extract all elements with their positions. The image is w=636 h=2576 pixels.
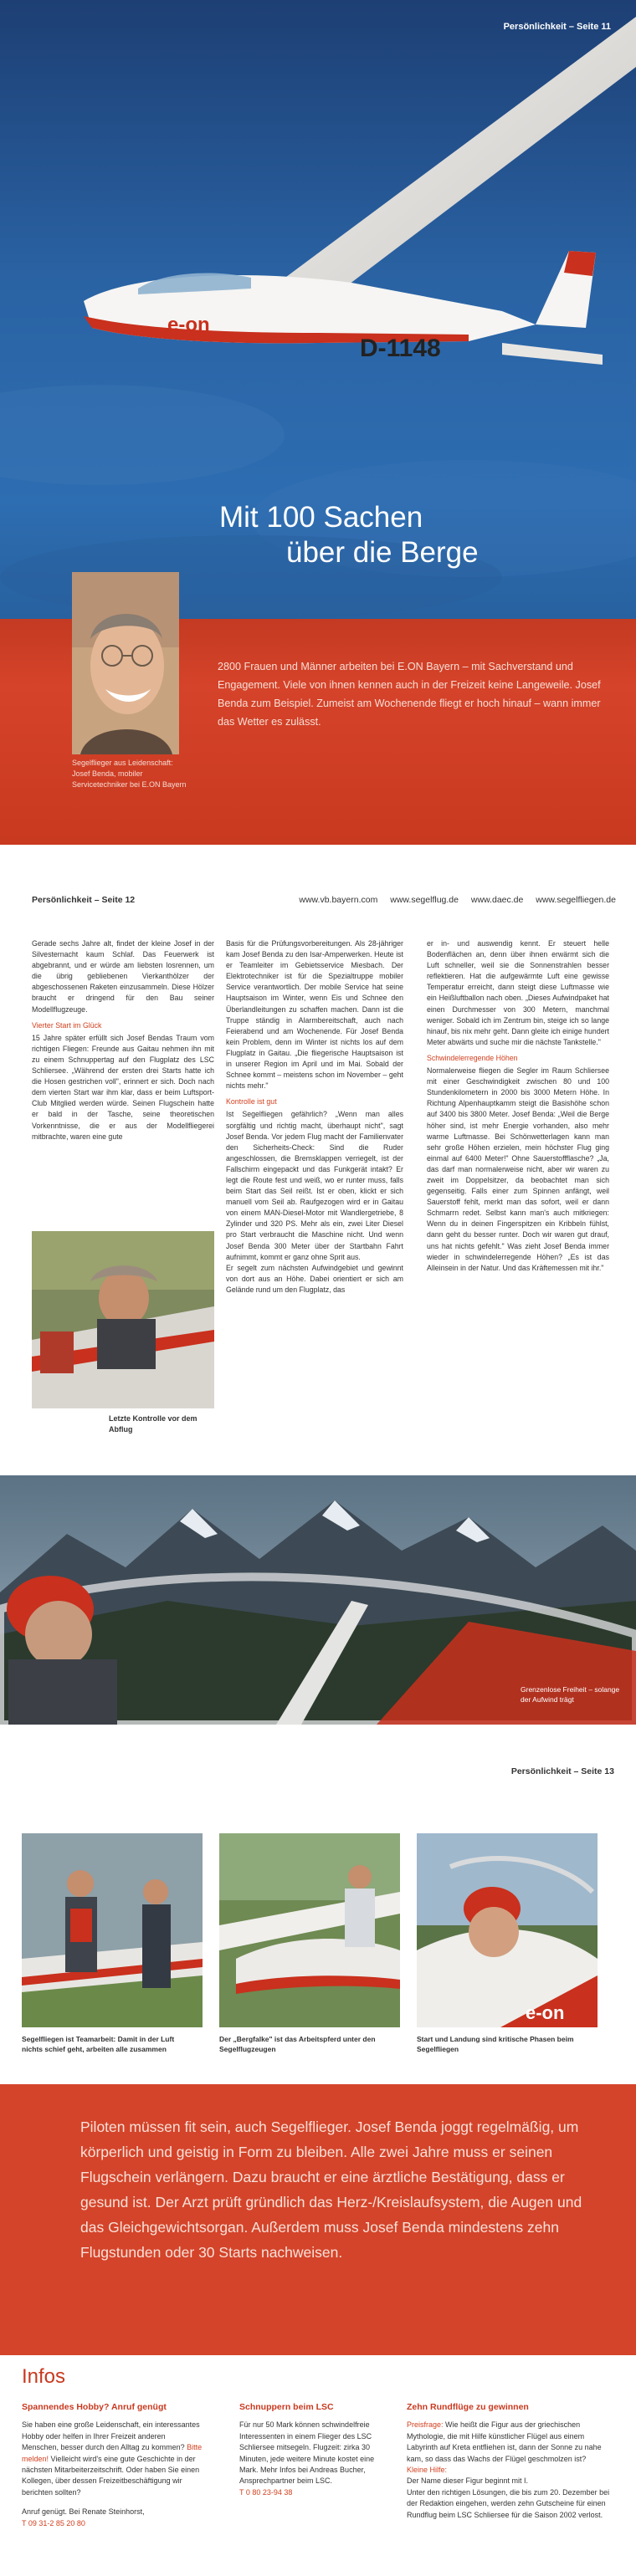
link-daec[interactable]: www.daec.de [470,895,524,905]
text: Vielleicht wird's eine gute Geschichte in der nächsten Mitarbeiterzeitschrift. Oder haben Sie einen Kollegen, über dessen Freizeitbeschäftigung wir berichten sollten? [22,2454,200,2497]
phone-number: T 09 31-2 85 20 80 [22,2518,85,2527]
info-heading: Schnuppern beim LSC [239,2402,334,2412]
info-contest [407,2402,616,2521]
plane-brand-logo: e-on [526,2002,565,2023]
intro-paragraph: 2800 Frauen und Männer arbeiten bei E.ON Bayern – mit Sachverstand und Engagement. Viele von ihnen kennen auch in der Freizeit keine Langeweile. Josef Benda zum Beispiel. Zumeist am Wochenende fliegt er hoch hinauf – wann immer das Wetter es zulässt. [218,661,601,728]
photo-caption: Letzte Kontrolle vor dem Abflug [109,1414,197,1434]
article-column-1 [32,938,214,1142]
plane-brand-logo: e-on [167,314,210,336]
infos-title: Infos [22,2365,66,2388]
info-hobby [22,2402,203,2529]
fitness-quote: Piloten müssen fit sein, auch Segelflieger. Josef Benda joggt regelmäßig, um körperlich und geistig in Form zu bleiben. Alle zwei Jahre muss er seinen Flugschein verlängern. Dazu braucht er eine ärztliche Bestätigung, dass er gesund ist. Der Arzt prüft gründlich das Herz-/Kreislaufsystem, die Augen und das Gleichgewichtsorgan. Außerdem muss Josef Benda mindestens zehn Flugstunden oder 30 Starts nachweisen. [80,2119,582,2261]
contest-closing: Unter den richtigen Lösungen, die bis zum 20. Dezember bei der Redaktion eingehen, werden zehn Gutscheine für einen Rundflug beim LSC Schliersee für die Saison 2002 verlost. [407,2487,610,2519]
link-segelfliegen[interactable]: www.segelfliegen.de [536,895,616,905]
info-text [22,2420,203,2498]
website-links [290,895,616,905]
teamwork-photo [22,1833,203,2027]
link-segelflug[interactable]: www.segelflug.de [390,895,459,905]
title-line-2: über die Berge [286,536,479,569]
article-column-2 [226,938,403,1296]
info-heading: Zehn Rundflüge zu gewinnen [407,2402,529,2412]
paragraph: Basis für die Prüfungsvorbereitungen. Als 28-jähriger kam Josef Benda zu den Isar-Amperwerken. Heute ist er Teamleiter im Gebietsservice Miesbach. Der Elektrotechniker ist für die Spezialtruppe mobiler Service verantwortlich. Der mobile Service hat seine Hauptsaison im Winter, wenn Eis und Schnee den Überlandleitungen zu schaffen machen. Dann ist die Truppe ständig in Alarmbereitschaft, auch nach Feierabend und am Wochenende. Für Josef Benda kein Problem, denn im Winter ist nichts los auf dem Flugplatz in Gaitau. „Die fliegerische Hauptsaison ist in unserer Region im April und im Mai. Sobald der Schnee kommt – meistens schon im November – geht nichts mehr." [226,939,403,1091]
paragraph: Er segelt zum nächsten Aufwindgebiet und gewinnt von dort aus an Höhe. Dabei orientiert er sich am Gelände rund um den Flugplatz, das [226,1263,403,1294]
label: Preisfrage: [407,2420,444,2430]
hint-label: Kleine Hilfe: [407,2466,448,2475]
page-header: Persönlichkeit – Seite 12 [32,895,136,905]
text: Sie haben eine große Leidenschaft, ein interessantes Hobby oder helfen in Ihrer Freizeit anderen Menschen, besser durch den Alltag zu kommen? [22,2420,200,2452]
info-text: Für nur 50 Mark können schwindelfreie Interessenten in einem Flieger des LSC Schliersee mitsegeln. Flugzeit: zirka 30 Minuten, jede weitere Minute kostet eine Mark. Mehr Infos bei Andreas Bucher, Ansprechpartner beim LSC. [239,2420,375,2486]
page-11 [0,0,636,845]
link-vb-bayern[interactable]: www.vb.bayern.com [299,895,378,905]
contact-line: Anruf genügt. Bei Renate Steinhorst, [22,2507,145,2517]
photo-caption: Segelfliegen ist Teamarbeit: Damit in der Luft nichts schief geht, arbeiten alle zusammen [22,2035,175,2053]
page-title [219,500,571,570]
subheading: Kontrolle ist gut [226,1097,277,1107]
info-heading: Spannendes Hobby? Anruf genügt [22,2402,167,2412]
bergfalke-photo [219,1833,400,2027]
plane-registration: D-1148 [360,335,441,362]
portrait-photo [72,572,179,754]
page-header: Persönlichkeit – Seite 11 [503,22,611,32]
subheading: Vierter Start im Glück [32,1020,102,1030]
photo-caption: Der „Bergfalke" ist das Arbeitspferd unter den Segelflugzeugen [219,2035,376,2053]
title-line-1: Mit 100 Sachen [219,501,423,534]
preflight-check-photo [32,1231,214,1408]
hint-text: Der Name dieser Figur beginnt mit I. [407,2476,529,2486]
article-column-3 [427,938,609,1274]
text: Wie heißt die Figur aus der griechischen Mythologie, die mit Hilfe künstlicher Flügel aus einem Labyrinth auf Kreta entfliehen ist, dann der Sonne zu nahe kam, so dass das Wachs der Flügel geschmolzen ist? [407,2420,602,2463]
page-13 [0,1725,636,2576]
subheading: Schwindelerregende Höhen [427,1053,518,1062]
page-header: Persönlichkeit – Seite 13 [510,1766,614,1776]
paragraph: Ist Segelfliegen gefährlich? „Wenn man alles sorgfältig und richtig macht, überhaupt nicht", sagt Josef Benda. Vor jedem Flug macht der Familienvater den Sicherheits-Check: Sind die Ruder angeschlossen, die Bremsklappen verriegelt, ist der Fallschirm eingepackt und das Funkgerät intakt? Er legt die Route fest und weiß, wo er runter muss, falls beim Start das Seil reißt. Ist er oben, klickt er sich manuell vom Seil ab. Raufgezogen wird er in Gaitau von einem MAN-Diesel-Motor mit Wandlergetriebe, 8 Zylinder und 320 PS. Mehr als ein, zwei Liter Diesel pro Start verbraucht die Maschine nicht. Und wenn Josef Benda 300 Meter über der Startbahn Fahrt aufnimmt, kommt er ganz ohne Sprit aus. [226,1110,403,1261]
page-12 [0,845,636,1725]
phone-number: T 0 80 23-94 38 [239,2487,293,2497]
photo-caption: Start und Landung sind kritische Phasen beim Segelfliegen [417,2035,574,2053]
portrait-caption: Segelflieger aus Leidenschaft: Josef Benda, mobiler Servicetechniker bei E.ON Bayern [72,759,187,789]
paragraph: Normalerweise fliegen die Segler im Raum Schliersee mit einer Geschwindigkeit zwischen 80 und 100 Stundenkilometern in 2000 bis 3000 Metern Höhe. In Richtung Alpenhauptkamm steigt die Basishöhe schon auf 3400 bis 3800 Meter. Josef Benda: „Weil die Berge höher sind, ist mehr Energie vorhanden, also mehr warme Luftmasse. Bei Schönwetterlagen kann man sehr große Höhen erzielen, mein höchster Flug ging einmal auf 6400 Meter!" Ohne Sauerstoffflasche? „Ja, das darf man normalerweise nicht, aber wir waren zu zweit im Doppelsitzer, da beobachtet man sich gegenseitig. Falls einer zum Spinnen anfängt, weil Sauerstoff fehlt, merkt man das sofort, weil er dann Schmarrn redet. Selbst kann man's auch mitkriegen: Wenn du in deinen Fingerspitzen ein Kribbeln fühlst, dann geht du besser runter. Doch wir waren gut drauf, uns hat nichts gefehlt." Was zieht Josef Benda immer wieder in schwindelerregende Höhen? „Es ist das Alleinsein in der Natur. Und das Kräftemessen mit ihr." [427,1066,609,1272]
paragraph: Gerade sechs Jahre alt, findet der kleine Josef in der Silvesternacht kaum Schlaf. Das Feuerwerk ist abgebrannt, und er würde am liebsten losrennen, um die übrig gebliebenen Vierkanthölzer der abgeschossenen Raketen einzusammeln. Diese Hölzer braucht er dringend für den Bau seiner Modellflugzeuge. [32,939,214,1014]
info-lsc [239,2402,390,2498]
panorama-caption: Grenzenlose Freiheit – solange der Aufwind trägt [521,1685,620,1704]
pilot-in-cockpit-photo [417,1833,598,2027]
paragraph: 15 Jahre später erfüllt sich Josef Bendas Traum vom richtigen Fliegen: Freunde aus Gaitau nehmen ihn mit zu einem Schnuppertag auf den Flugplatz des LSC Schliersee. „Während der ersten drei Starts hatte ich die Hosen gestrichen voll", erinnert er sich. Doch nach dem vierten Start war ihm klar, dass er beim Luftsport-Club Mitglied werden würde. Seinen Flugschein hatte er bald in der Tasche, seine theoretischen Vorkenntnisse, die er aus der Modellfliegerei mitbrachte, waren eine gute [32,1033,214,1141]
paragraph: er in- und auswendig kennt. Er steuert helle Bodenflächen an, denn über ihnen erwärmt sich die Luft schneller, weil sie die Sonnenstrahlen besser reflektieren. Hat die aufgewärmte Luft eine gewisse Temperatur erreicht, dann steigt diese Luftmasse wie ein Heißluftballon nach oben. „Dieses Aufwindpaket hat einen Durchmesser von 300 Metern, manchmal weniger. Sobald ich im Zentrum bin, steige ich so lange hinauf, bis nix mehr geht. Dann gleite ich einige hundert Meter abwärts und suche mir die nächste Tankstelle." [427,939,609,1046]
contest-question [407,2420,616,2465]
highlight: Bitte melden! [22,2443,203,2463]
